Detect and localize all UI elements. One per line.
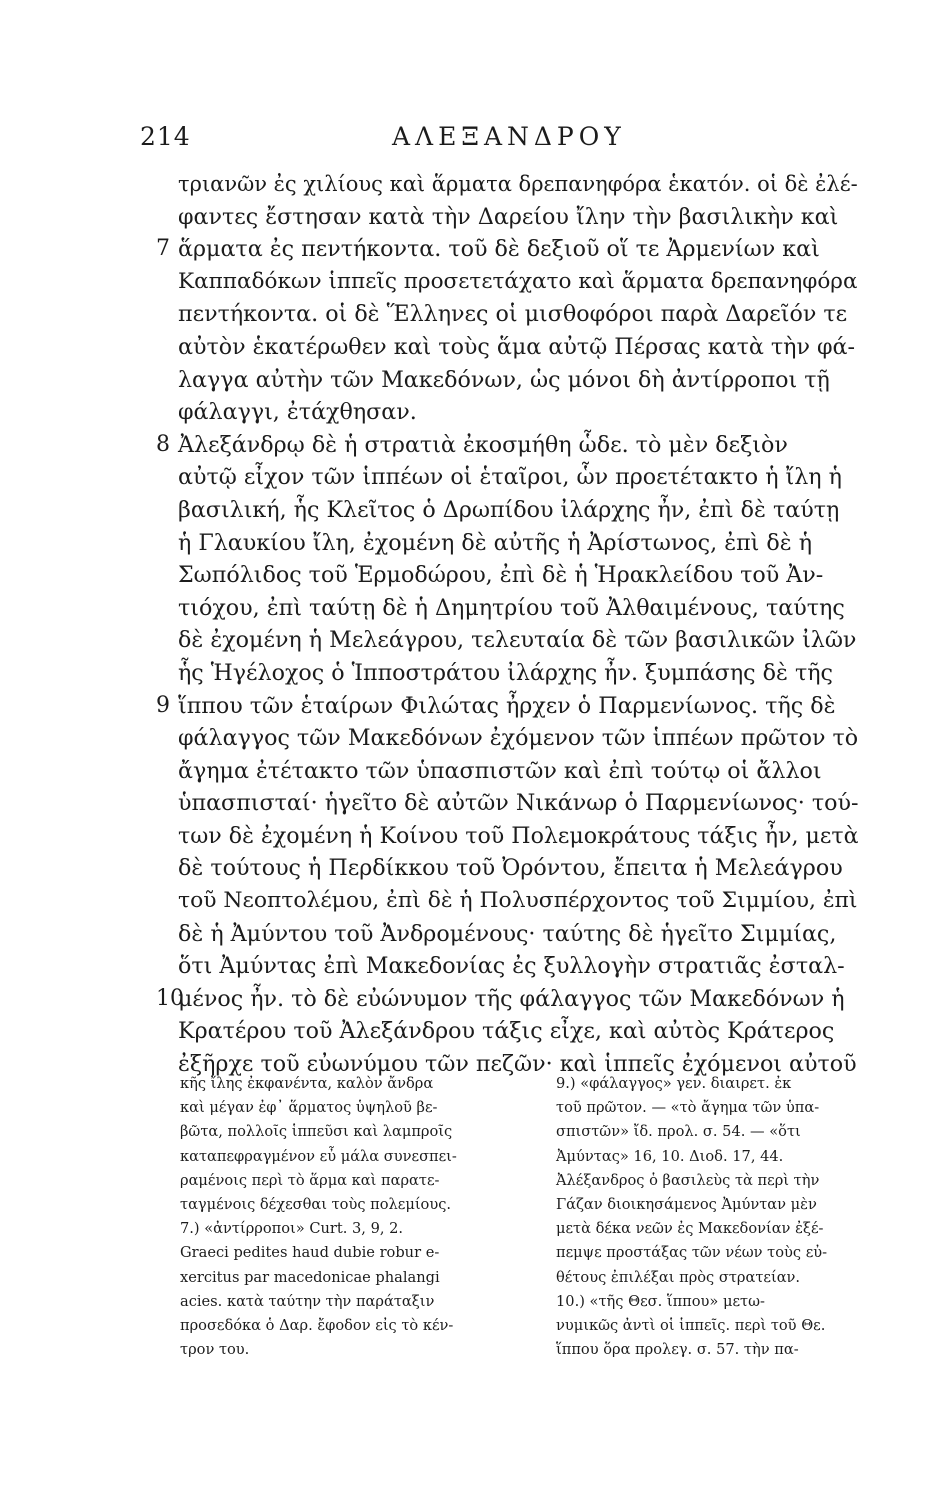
footnote-line: ταγμένοις δέχεσθαι τοὺς πολεμίους.: [180, 1195, 452, 1213]
footnote-line: 10.) «τῆς Θεσ. ἵππου» μετω-: [556, 1292, 765, 1310]
text-line: [178, 722, 858, 755]
text-line: [178, 787, 858, 820]
footnote-line: τοῦ πρῶτον. — «τὸ ἄγημα τῶν ὑπα-: [556, 1099, 820, 1117]
footnote-line: ραμένοις περὶ τὸ ἅρμα καὶ παρατε-: [180, 1171, 440, 1189]
text-line-content: φαντες ἔστησαν κατὰ τὴν Δαρείου ἴλην τὴν βασιλικὴν καὶ: [178, 203, 839, 230]
text-line-content: ἅρματα ἐς πεντήκοντα. τοῦ δὲ δεξιοῦ οἵ τε Ἀρμενίων καὶ: [178, 236, 820, 263]
text-line-content: Σωπόλιδος τοῦ Ἑρμοδώρου, ἐπὶ δὲ ἡ Ἡρακλείδου τοῦ Ἀν-: [178, 562, 824, 589]
text-line: [156, 690, 858, 723]
text-line-content: αὐτῷ εἶχον τῶν ἱππέων οἱ ἑταῖροι, ὧν προετέτακτο ἡ ἴλη ἡ: [178, 464, 842, 491]
footnote-line: Ἀλέξανδρος ὁ βασιλεὺς τὰ περὶ τὴν: [556, 1171, 820, 1189]
text-line: [178, 852, 858, 885]
footnote-line: προσεδόκα ὁ Δαρ. ἔφοδον εἰς τὸ κέν-: [180, 1316, 454, 1334]
text-line: [178, 201, 858, 234]
text-line: [178, 918, 858, 951]
text-line: [178, 364, 858, 397]
text-line-content: δὲ ἡ Ἀμύντου τοῦ Ἀνδρομένους· ταύτης δὲ ἡγεῖτο Σιμμίας,: [178, 920, 837, 947]
footnote-line: acies. κατὰ ταύτην τὴν παράταξιν: [180, 1292, 435, 1310]
text-line: [178, 461, 858, 494]
footnote-line: Γάζαν διοικησάμενος Ἀμύνταν μὲν: [556, 1195, 817, 1213]
text-line: [178, 592, 858, 625]
text-line-content: τιόχου, ἐπὶ ταύτῃ δὲ ἡ Δημητρίου τοῦ Ἀλθαιμένους, ταύτης: [178, 594, 845, 621]
footnote-line: Ἀμύντας» 16, 10. Διοδ. 17, 44.: [556, 1147, 784, 1165]
running-title: ΑΛΕΞΑΝΔΡΟΥ: [392, 122, 626, 151]
section-number: 9: [156, 692, 170, 718]
text-line: [178, 494, 858, 527]
text-line-content: δὲ τούτους ἡ Περδίκκου τοῦ Ὀρόντου, ἔπειτα ἡ Μελεάγρου: [178, 855, 843, 882]
text-line-content: ἄγημα ἐτέτακτο τῶν ὑπασπιστῶν καὶ ἐπὶ τούτῳ οἱ ἄλλοι: [178, 757, 822, 784]
text-line-content: δὲ ἐχομένη ἡ Μελεάγρου, τελευταία δὲ τῶν βασιλικῶν ἰλῶν: [178, 627, 857, 654]
footnote-line: κῆς ἴλης ἐκφανέντα, καλὸν ἄνδρα: [180, 1075, 434, 1092]
text-line: [178, 624, 858, 657]
footnote-line: μετὰ δέκα νεῶν ἐς Μακεδονίαν ἐξέ-: [556, 1220, 824, 1238]
text-line-content: μένος ἦν. τὸ δὲ εὐώνυμον τῆς φάλαγγος τῶν Μακεδόνων ἡ: [178, 985, 845, 1012]
footnote-line: θέτους ἐπιλέξαι πρὸς στρατείαν.: [556, 1268, 801, 1286]
text-line: [178, 657, 858, 690]
text-line-content: αὐτὸν ἑκατέρωθεν καὶ τοὺς ἅμα αὐτῷ Πέρσας κατὰ τὴν φά-: [178, 333, 856, 360]
footnotes-right-column: [556, 1072, 876, 1362]
text-line: [156, 429, 858, 462]
text-line-content: ἧς Ἡγέλοχος ὁ Ἱπποστράτου ἰλάρχης ἦν. ξυμπάσης δὲ τῆς: [178, 659, 833, 686]
footnote-line: 9.) «φάλαγγος» γεν. διαιρετ. ἐκ: [556, 1075, 792, 1092]
text-line-content: φάλαγγος τῶν Μακεδόνων ἐχόμενον τῶν ἱππέων πρῶτον τὸ: [178, 725, 859, 752]
section-number: 10: [156, 985, 184, 1011]
footnote-line: Graeci pedites haud dubie robur e-: [180, 1244, 440, 1262]
text-line-content: φάλαγγι, ἐτάχθησαν.: [178, 399, 417, 426]
text-line: [178, 885, 858, 918]
text-line: [178, 168, 858, 201]
text-line: [178, 1015, 858, 1048]
page-number: 214: [140, 122, 191, 151]
footnotes-left-column: [180, 1072, 520, 1362]
text-line: [178, 298, 858, 331]
footnote-line: νυμικῶς ἀντὶ οἱ ἱππεῖς. περὶ τοῦ Θε.: [556, 1316, 826, 1334]
text-line-content: πεντήκοντα. οἱ δὲ Ἕλληνες οἱ μισθοφόροι παρὰ Δαρεῖόν τε: [178, 301, 848, 328]
text-line: [178, 396, 858, 429]
page-header: [140, 122, 860, 162]
text-line: [156, 983, 858, 1016]
footnote-line: 7.) «ἀντίρροποι» Curt. 3, 9, 2.: [180, 1220, 404, 1238]
section-number: 7: [156, 236, 170, 262]
footnote-line: ἵππου ὅρα προλεγ. σ. 57. τὴν πα-: [556, 1341, 799, 1359]
text-line-content: ὅτι Ἀμύντας ἐπὶ Μακεδονίας ἐς ξυλλογὴν στρατιᾶς ἐσταλ-: [178, 953, 845, 980]
main-text-block: [156, 168, 859, 1081]
text-line-content: τριανῶν ἐς χιλίους καὶ ἅρματα δρεπανηφόρα ἑκατόν. οἱ δὲ ἐλέ-: [178, 172, 858, 196]
text-line: [178, 950, 858, 983]
text-line-content: τοῦ Νεοπτολέμου, ἐπὶ δὲ ἡ Πολυσπέρχοντος τοῦ Σιμμίου, ἐπὶ: [178, 888, 858, 914]
footnote-line: καὶ μέγαν ἐφ᾽ ἅρματος ὑψηλοῦ βε-: [180, 1099, 438, 1117]
footnote-line: τρον του.: [180, 1341, 250, 1359]
text-line-content: Καππαδόκων ἱππεῖς προσετετάχατο καὶ ἅρματα δρεπανηφόρα: [178, 268, 858, 294]
text-line-content: ἡ Γλαυκίου ἴλη, ἐχομένη δὲ αὐτῆς ἡ Ἀρίστωνος, ἐπὶ δὲ ἡ: [178, 529, 813, 556]
text-line-content: ὑπασπισταί· ἡγεῖτο δὲ αὐτῶν Νικάνωρ ὁ Παρμενίωνος· τού-: [178, 790, 859, 817]
text-line-content: των δὲ ἐχομένη ἡ Κοίνου τοῦ Πολεμοκράτους τάξις ἦν, μετὰ: [178, 822, 859, 849]
text-line: [178, 820, 858, 853]
section-number: 8: [156, 431, 170, 457]
footnote-line: βῶτα, πολλοῖς ἱππεῦσι καὶ λαμπροῖς: [180, 1123, 453, 1141]
footnote-line: καταπεφραγμένον εὖ μάλα συνεσπει-: [180, 1147, 457, 1165]
text-line: [178, 755, 858, 788]
text-line: [178, 527, 858, 560]
footnote-line: πεμψε προστάξας τῶν νέων τοὺς εὐ-: [556, 1244, 828, 1262]
text-line-content: λαγγα αὐτὴν τῶν Μακεδόνων, ὡς μόνοι δὴ ἀντίρροποι τῇ: [178, 366, 830, 393]
text-line-content: βασιλική, ἧς Κλεῖτος ὁ Δρωπίδου ἰλάρχης ἦν, ἐπὶ δὲ ταύτῃ: [178, 496, 840, 523]
text-line: [178, 266, 858, 299]
text-line-content: Κρατέρου τοῦ Ἀλεξάνδρου τάξις εἶχε, καὶ αὐτὸς Κράτερος: [178, 1018, 835, 1045]
text-line-content: ἵππου τῶν ἑταίρων Φιλώτας ἦρχεν ὁ Παρμενίωνος. τῆς δὲ: [178, 692, 836, 719]
text-line: [178, 559, 858, 592]
footnote-line: σπιστῶν» ἴδ. προλ. σ. 54. — «ὅτι: [556, 1123, 801, 1141]
text-line-content: Ἀλεξάνδρῳ δὲ ἡ στρατιὰ ἐκοσμήθη ὧδε. τὸ μὲν δεξιὸν: [178, 431, 788, 458]
text-line-content: ἐξῆρχε τοῦ εὐωνύμου τῶν πεζῶν· καὶ ἱππεῖς ἐχόμενοι αὐτοῦ: [178, 1051, 857, 1078]
text-line: [178, 331, 858, 364]
footnote-line: xercitus par macedonicae phalangi: [180, 1268, 440, 1286]
text-line: [156, 233, 858, 266]
